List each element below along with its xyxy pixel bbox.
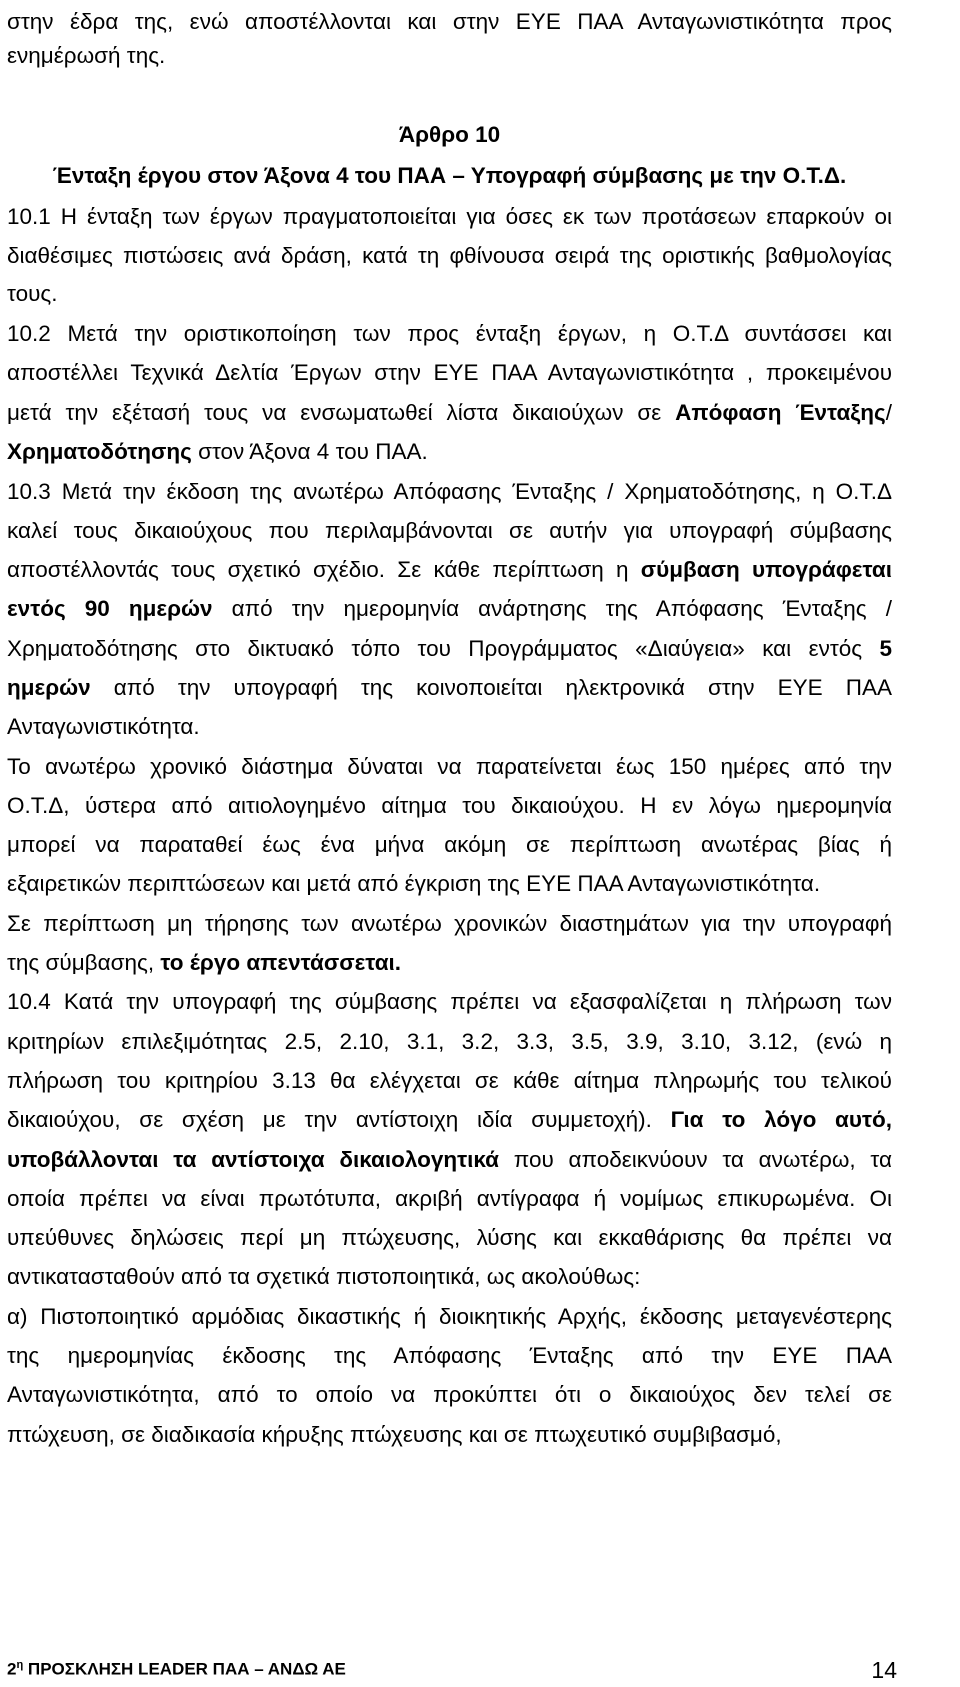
- text-line: τους.: [7, 281, 58, 306]
- text-line: της σύμβασης, το έργο απεντάσσεται.: [7, 950, 402, 975]
- bold-text: εντός 90 ημερών: [7, 596, 213, 621]
- footer-title: $2^\eta$ ΠΡΟΣΚΛΗΣΗ LEADER ΠΑΑ – ΑΝΔΩ ΑΕ: [7, 1659, 346, 1679]
- text-line: πτώχευση, σε διαδικασία κήρυξης πτώχευσης και σε πτωχευτικό συμβιβασμό,: [7, 1422, 782, 1447]
- text-line: αντικατασταθούν από τα σχετικά πιστοποιητικά, ως ακολούθως:: [7, 1264, 641, 1289]
- text-line: δικαιούχου, σε σχέση με την αντίστοιχη ιδία συμμετοχή). Για το λόγο αυτό,: [7, 1107, 892, 1132]
- article-subheading: Ένταξη έργου στον Άξονα 4 του ΠΑΑ – Υπογραφή σύμβασης με την Ο.Τ.Δ.: [52, 163, 847, 188]
- text-line: Ανταγωνιστικότητα.: [7, 714, 200, 739]
- text-line: υποβάλλονται τα αντίστοιχα δικαιολογητικά που αποδεικνύουν τα ανωτέρω, τα: [7, 1147, 892, 1172]
- bold-text: ημερών: [7, 675, 91, 700]
- text-line: Ανταγωνιστικότητα, από το οποίο να προκύπτει ότι ο δικαιούχος δεν τελεί σε: [7, 1382, 892, 1407]
- text-line: διαθέσιμες πιστώσεις ανά δράση, κατά τη φθίνουσα σειρά της οριστικής βαθμολογίας: [7, 243, 892, 268]
- text-line: ενημέρωσή της.: [7, 43, 166, 68]
- text-line: στην έδρα της, ενώ αποστέλλονται και στην ΕΥΕ ΠΑΑ Ανταγωνιστικότητα προς: [7, 9, 892, 34]
- text-line: ημερών από την υπογραφή της κοινοποιείται ηλεκτρονικά στην ΕΥΕ ΠΑΑ: [7, 675, 892, 700]
- text-line: εξαιρετικών περιπτώσεων και μετά από έγκριση της ΕΥΕ ΠΑΑ Ανταγωνιστικότητα.: [7, 871, 821, 896]
- bold-text: Για το λόγο αυτό,: [670, 1107, 892, 1132]
- text-line: καλεί τους δικαιούχους που περιλαμβάνονται σε αυτήν για υπογραφή σύμβασης: [7, 518, 892, 543]
- text-line: 10.1 Η ένταξη των έργων πραγματοποιείται για όσες εκ των προτάσεων επαρκούν οι: [7, 204, 892, 229]
- text-line: Σε περίπτωση μη τήρησης των ανωτέρω χρονικών διαστημάτων για την υπογραφή: [7, 911, 892, 936]
- article-heading: Άρθρο 10: [398, 122, 501, 147]
- text-line: 10.4 Κατά την υπογραφή της σύμβασης πρέπει να εξασφαλίζεται η πλήρωση των: [7, 989, 892, 1014]
- page-number: 14: [871, 1657, 897, 1683]
- text-line: αποστέλλοντάς τους σχετικό σχέδιο. Σε κάθε περίπτωση η σύμβαση υπογράφεται: [7, 557, 892, 582]
- text-line: 10.3 Μετά την έκδοση της ανωτέρω Απόφασης Ένταξης / Χρηματοδότησης, η Ο.Τ.Δ: [7, 479, 892, 504]
- text-line: αποστέλλει Τεχνικά Δελτία Έργων στην ΕΥΕ ΠΑΑ Ανταγωνιστικότητα , προκειμένου: [7, 360, 892, 385]
- bold-text: σύμβαση υπογράφεται: [640, 557, 892, 582]
- bold-text: το έργο απεντάσσεται.: [160, 950, 402, 975]
- text-line: 10.2 Μετά την οριστικοποίηση των προς ένταξη έργων, η Ο.Τ.Δ συντάσσει και: [7, 321, 892, 346]
- text-line: κριτηρίων επιλεξιμότητας 2.5, 2.10, 3.1, 3.2, 3.3, 3.5, 3.9, 3.10, 3.12, (ενώ η: [7, 1029, 892, 1054]
- text-line: α) Πιστοποιητικό αρμόδιας δικαστικής ή διοικητικής Αρχής, έκδοσης μεταγενέστερης: [7, 1304, 892, 1329]
- document-page: [7, 0, 892, 1687]
- bold-text: Απόφαση Ένταξης: [675, 400, 886, 425]
- text-line: υπεύθυνες δηλώσεις περί μη πτώχευσης, λύσης και εκκαθάρισης θα πρέπει να: [7, 1225, 892, 1250]
- bold-text: Χρηματοδότησης: [7, 439, 192, 464]
- bold-text: υποβάλλονται τα αντίστοιχα δικαιολογητικά: [7, 1147, 500, 1172]
- text-line: μετά την εξέτασή τους να ενσωματωθεί λίστα δικαιούχων σε Απόφαση Ένταξης/: [7, 400, 893, 425]
- text-line: πλήρωση του κριτηρίου 3.13 θα ελέγχεται σε κάθε αίτημα πληρωμής του τελικού: [7, 1068, 892, 1093]
- text-line: οποία πρέπει να είναι πρωτότυπα, ακριβή αντίγραφα ή νομίμως επικυρωμένα. Οι: [7, 1186, 892, 1211]
- text-line: Το ανωτέρω χρονικό διάστημα δύναται να παρατείνεται έως 150 ημέρες από την: [7, 754, 892, 779]
- text-line: Χρηματοδότησης στον Άξονα 4 του ΠΑΑ.: [7, 439, 428, 464]
- page-footer: [7, 1648, 897, 1684]
- text-line: εντός 90 ημερών από την ημερομηνία ανάρτησης της Απόφασης Ένταξης /: [7, 596, 892, 621]
- bold-text: 5: [879, 636, 892, 661]
- text-line: Ο.Τ.Δ, ύστερα από αιτιολογημένο αίτημα του δικαιούχου. Η εν λόγω ημερομηνία: [7, 793, 892, 818]
- text-line: Χρηματοδότησης στο δικτυακό τόπο του Προγράμματος «Διαύγεια» και εντός 5: [7, 636, 892, 661]
- text-line: της ημερομηνίας έκδοσης της Απόφασης Ένταξης από την ΕΥΕ ΠΑΑ: [7, 1343, 892, 1368]
- text-line: μπορεί να παραταθεί έως ένα μήνα ακόμη σε περίπτωση ανωτέρας βίας ή: [7, 832, 892, 857]
